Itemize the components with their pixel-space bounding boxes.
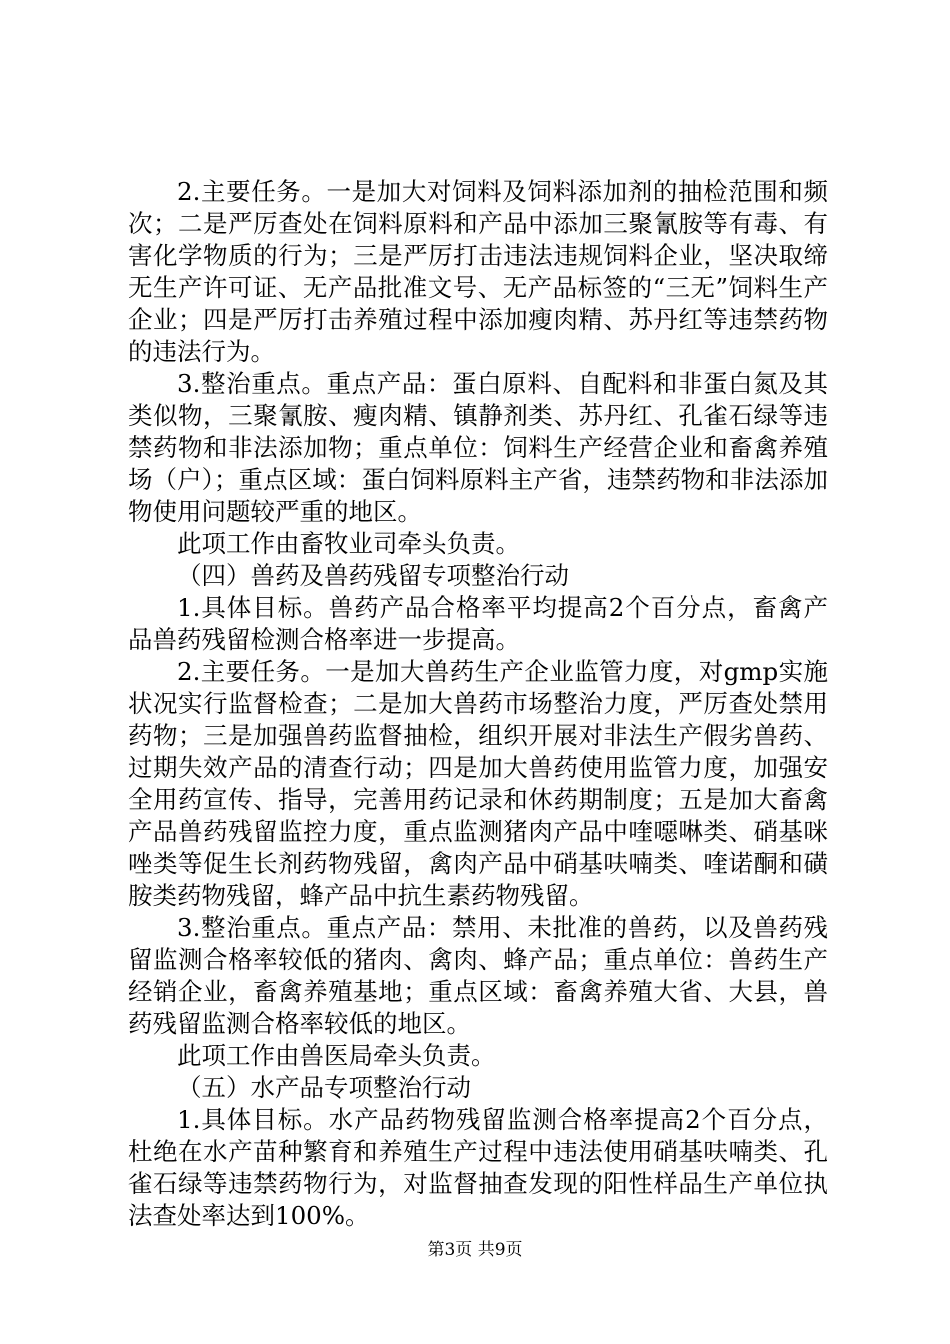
paragraph-main-tasks-vet-drugs: 2.主要任务。一是加大兽药生产企业监管力度，对gmp实施状况实行监督检查；二是加大兽药市场整治力度，严厉查处禁用药物；三是加强兽药监督抽检，组织开展对非法生产假劣兽药、过期失效产品的清查行动；四是加大兽药使用监管力度，加强安全用药宣传、指导，完善用药记录和休药期制度；五是加大畜禽产品兽药残留监控力度，重点监测猪肉产品中喹噁啉类、硝基咪唑类等促生长剂药物残留，禽肉产品中硝基呋喃类、喹诺酮和磺胺类药物残留，蜂产品中抗生素药物残留。: [128, 657, 828, 910]
paragraph-focus-feed: 3.整治重点。重点产品：蛋白原料、自配料和非蛋白氮及其类似物，三聚氰胺、瘦肉精、镇静剂类、苏丹红、孔雀石绿等违禁药物和非法添加物；重点单位：饲料生产经营企业和畜禽养殖场（户）；重点区域：蛋白饲料原料主产省，违禁药物和非法添加物使用问题较严重的地区。: [128, 369, 828, 526]
document-body: [128, 176, 828, 1232]
paragraph-focus-vet-drugs: 3.整治重点。重点产品：禁用、未批准的兽药，以及兽药残留监测合格率较低的猪肉、禽肉、蜂产品；重点单位：兽药生产经销企业，畜禽养殖基地；重点区域：畜禽养殖大省、大县，兽药残留监测合格率较低的地区。: [128, 913, 828, 1038]
paragraph-targets-aquatic: 1.具体目标。水产品药物残留监测合格率提高2个百分点，杜绝在水产苗种繁育和养殖生产过程中违法使用硝基呋喃类、孔雀石绿等违禁药物行为，对监督抽查发现的阳性样品生产单位执法查处率达到100%。: [128, 1105, 828, 1230]
section-heading-5: （五）水产品专项整治行动: [177, 1073, 471, 1102]
paragraph-responsible-vet-bureau: 此项工作由兽医局牵头负责。: [177, 1041, 496, 1070]
paragraph-targets-vet-drugs: 1.具体目标。兽药产品合格率平均提高2个百分点，畜禽产品兽药残留检测合格率进一步提高。: [128, 593, 828, 654]
paragraph-responsible-livestock: 此项工作由畜牧业司牵头负责。: [177, 529, 520, 558]
paragraph-main-tasks-feed: 2.主要任务。一是加大对饲料及饲料添加剂的抽检范围和频次；二是严厉查处在饲料原料和产品中添加三聚氰胺等有毒、有害化学物质的行为；三是严厉打击违法违规饲料企业，坚决取缔无生产许可证、无产品批准文号、无产品标签的“三无”饲料生产企业；四是严厉打击养殖过程中添加瘦肉精、苏丹红等违禁药物的违法行为。: [128, 177, 828, 366]
section-heading-4: （四）兽药及兽药残留专项整治行动: [177, 561, 569, 590]
page-footer: 第3页 共9页: [427, 1240, 523, 1260]
